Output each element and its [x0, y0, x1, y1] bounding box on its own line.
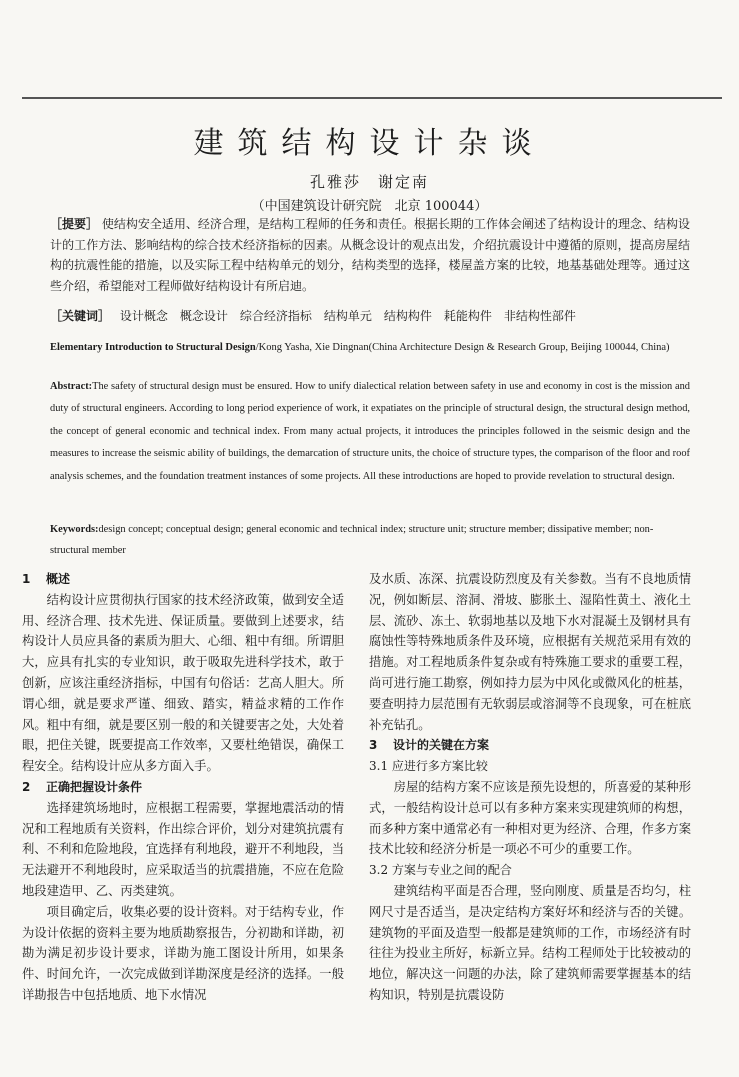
affiliation: （中国建筑设计研究院 北京 100044） — [251, 199, 488, 214]
english-keywords — [50, 519, 690, 561]
abstract-text: 使结构安全适用、经济合理，是结构工程师的任务和责任。根据长期的工作体会阐述了结构设计的理念、结构设计的工作方法、影响结构的综合技术经济指标的因素。从概念设计的观点出发，介绍抗震设计中遵循的原则，提高房屋结构的抗震性能的措施，以及实际工程中结构单元的划分，结构类型的选择，楼屋盖方案的比较，地基基础处理等。通过这些介绍，希望能对工程师做好结构设计有所启迪。 — [50, 217, 690, 293]
subsection-3-2-heading: 3.2 方案与专业之间的配合 — [369, 863, 512, 878]
chinese-abstract — [50, 214, 690, 296]
left-column — [22, 569, 344, 1006]
right-column — [369, 569, 691, 1006]
section-title: 概述 — [46, 572, 71, 586]
section-number: 1 — [22, 572, 31, 586]
english-title — [50, 338, 690, 358]
paragraph: 房屋的结构方案不应该是预先设想的，所喜爱的某种形式，一般结构设计总可以有多种方案来实现建筑师的构想，而多种方案中通常必有一种相对更为经济、合理，作多方案技术比较和经济分析是一项必不可少的重要工作。 — [369, 779, 691, 857]
header-rule — [22, 97, 722, 99]
english-keywords-text: design concept; conceptual design; general economic and technical index; structure unit; structure member; dissipative member; non-structural member — [50, 524, 654, 556]
paragraph: 项目确定后，收集必要的设计资料。对于结构专业，作为设计依据的资料主要为地质勘察报告，分初勘和详勘，初勘为满足初步设计要求，详勘为施工图设计所用，如果条件、时间允许，一次完成做到详勘深度是经济的选择。一般详勘报告中包括地质、地下水情况 — [22, 904, 344, 1002]
english-abstract-label: Abstract: — [50, 381, 93, 392]
paragraph: 结构设计应贯彻执行国家的技术经济政策，做到安全适用、经济合理、技术先进、保证质量。要做到上述要求，结构设计人员应具备的素质为胆大、心细、粗中有细。所谓胆大，应具有扎实的专业知识，敢于吸取先进科学技术，敢于创新，应该注重经济指标，中国有句俗话：艺高人胆大。所谓心细，就是要求严谨、细致、踏实，精益求精的工作作风。粗中有细，就是要区别一般的和关键要害之处，大处着眼，把住关键，既要提高工作效率，又要杜绝错误，确保工程安全。结构设计应从多方面入手。 — [22, 592, 344, 774]
paragraph: 建筑结构平面是否合理，竖向刚度、质量是否均匀，柱网尺寸是否适当，是决定结构方案好坏和经济与否的关键。建筑物的平面及造型一般都是建筑师的工作，市场经济有时往往为投业主所好，标新立异。结构工程师处于比较被动的地位，解决这一问题的办法，除了建筑师需要掌握基本的结构知识，特别是抗震设防 — [369, 883, 691, 1002]
english-abstract — [50, 376, 690, 488]
keywords-label: ［关键词］ — [50, 309, 111, 323]
section-number: 3 — [369, 738, 378, 753]
paragraph: 及水质、冻深、抗震设防烈度及有关参数。当有不良地质情况，例如断层、溶洞、滑坡、膨胀土、湿陷性黄土、液化土层、流砂、冻土、软弱地基以及地下水对混凝土及钢材具有腐蚀性等特殊地质条件及环境，应根据有关规范采用有效的措施。对工程地质条件复杂或有特殊施工要求的重要工程，尚可进行施工勘察，例如持力层为中风化或微风化的桩基，要查明持力层范围有无软弱层或溶洞等不良现象，可在桩底补充钻孔。 — [369, 572, 691, 732]
section-2-heading — [22, 777, 344, 798]
abstract-label: ［提要］ — [50, 217, 99, 231]
english-keywords-label: Keywords: — [50, 524, 99, 535]
section-title: 设计的关键在方案 — [393, 738, 490, 753]
authors: 孔雅莎 谢定南 — [309, 173, 429, 191]
paragraph: 选择建筑场地时，应根据工程需要，掌握地震活动的情况和工程地质有关资料，作出综合评价，划分对建筑抗震有利、不利和危险地段，宜选择有利地段，避开不利地段，当无法避开不利地段时，应采取适当的抗震措施，不应在危险地段建造甲、乙、丙类建筑。 — [22, 800, 344, 898]
section-number: 2 — [22, 779, 31, 794]
subsection-3-1-heading: 3.1 应进行多方案比较 — [369, 759, 488, 774]
chinese-keywords — [50, 307, 690, 324]
english-abstract-text: The safety of structural design must be ensured. How to unify dialectical relation between safety in use and economy in cost is the mission and duty of structural engineers. According to long period experience of work, it expatiates on the principle of structural design, the structural design method, the concept of general economic and technical index. From many actual projects, it introduces the principles followed in the seismic design and the measures to increase the seismic ability of buildings, the demarcation of structure units, the choice of structure types, the comparison of the floor and roof analysis schemes, and the foundation treatment instances of some projects. All these introductions are hoped to provide revelation to structural design. — [50, 381, 690, 482]
english-title-authors: /Kong Yasha, Xie Dingnan(China Architecture Design & Research Group, Beijing 100044, China) — [255, 342, 670, 353]
paper-title: 建筑结构设计杂谈 — [193, 126, 546, 161]
section-1-heading — [22, 569, 344, 590]
english-title-bold: Elementary Introduction to Structural Design — [50, 342, 256, 353]
section-3-heading — [369, 735, 691, 756]
keywords-text: 设计概念 概念设计 综合经济指标 结构单元 结构构件 耗能构件 非结构性部件 — [119, 309, 576, 323]
section-title: 正确把握设计条件 — [46, 779, 143, 794]
